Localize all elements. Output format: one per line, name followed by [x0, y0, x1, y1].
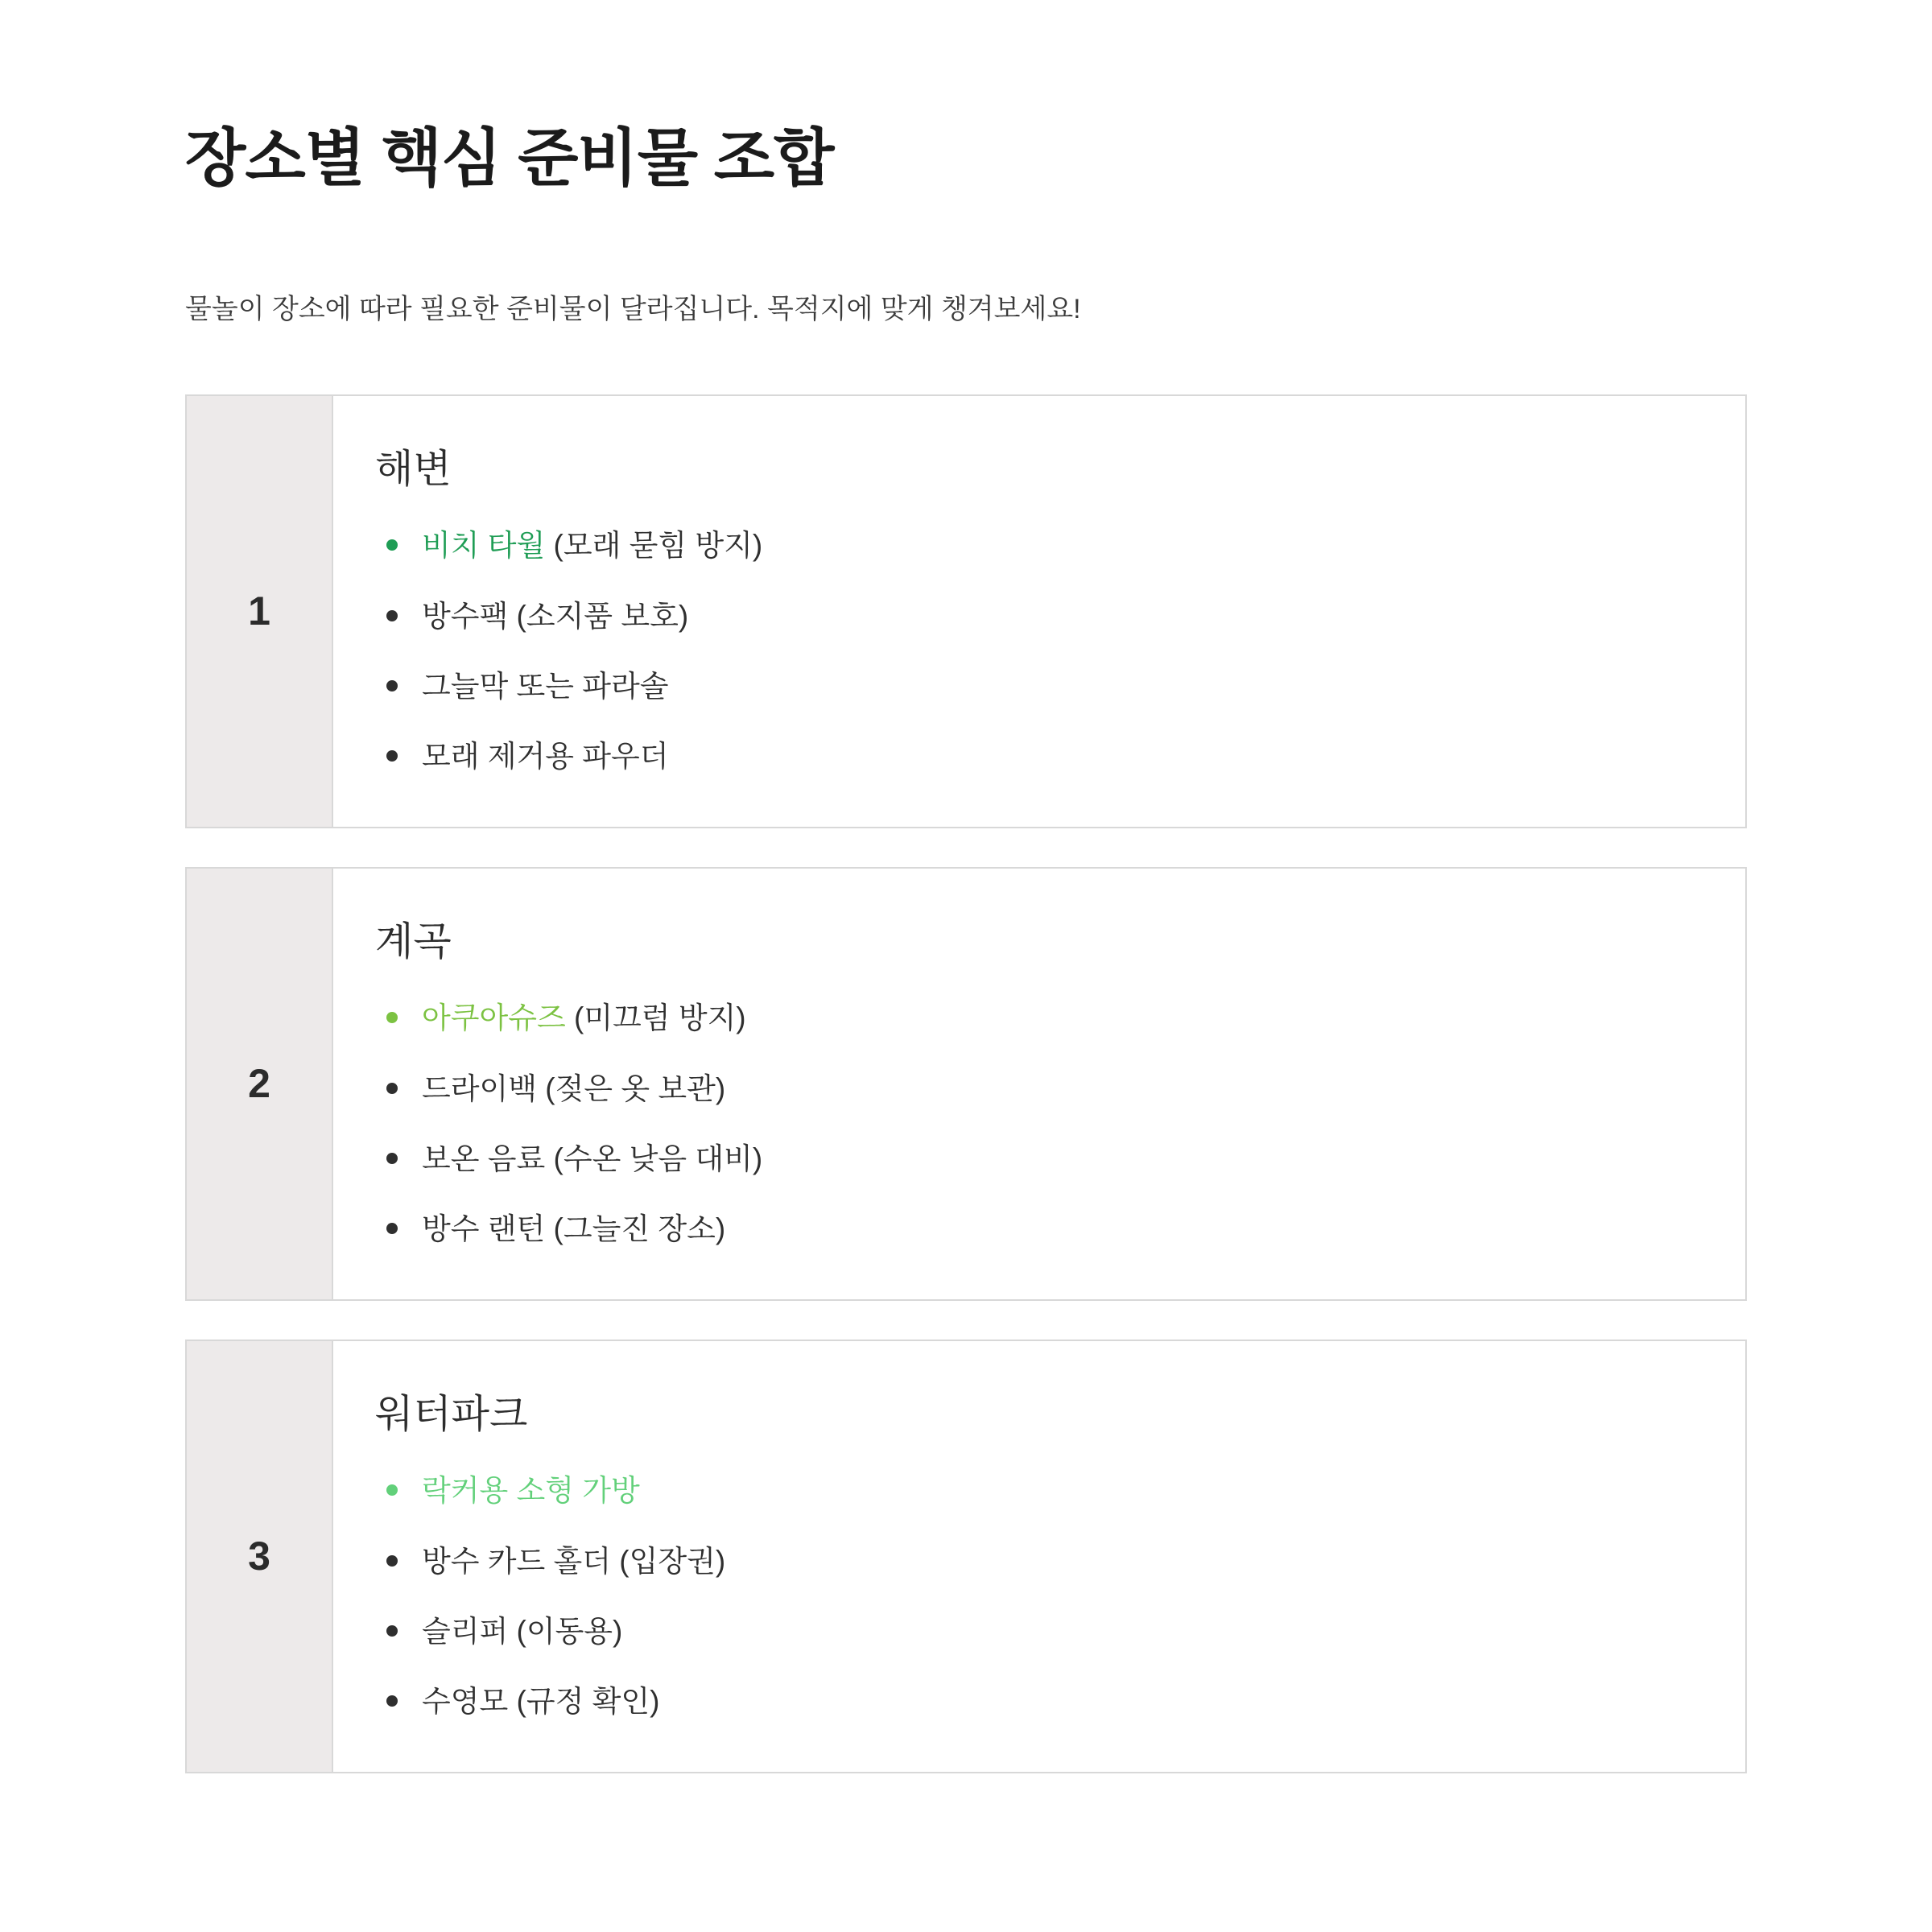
list-item: [375, 522, 1697, 568]
list-item-detail: 방수 카드 홀더 (입장권): [422, 1544, 726, 1578]
list-item: [375, 733, 1697, 779]
list-item-text: [422, 600, 688, 633]
list-item: [375, 1468, 1697, 1513]
location-card: [185, 1340, 1747, 1773]
list-item: [375, 593, 1697, 639]
list-item-text: [422, 1615, 622, 1648]
preparation-item-list: [375, 522, 1697, 779]
list-item: [375, 1608, 1697, 1654]
list-item-detail: (미끄럼 방지): [565, 1001, 746, 1035]
card-index: 1: [187, 396, 333, 827]
list-item-emphasis: 아쿠아슈즈: [422, 1001, 566, 1035]
list-item-text: [422, 740, 669, 773]
list-item-text: [422, 1001, 746, 1034]
bullet-icon: [386, 680, 398, 691]
list-item-text: [422, 1685, 659, 1718]
list-item-emphasis: 락커용 소형 가방: [422, 1474, 640, 1508]
bullet-icon: [386, 1223, 398, 1234]
list-item-text: [422, 1474, 640, 1507]
list-item-text: [422, 1212, 725, 1245]
bullet-icon: [386, 1484, 398, 1496]
card-heading: 계곡: [375, 919, 452, 964]
list-item-detail: 방수 랜턴 (그늘진 장소): [422, 1212, 726, 1246]
list-item-detail: 슬리퍼 (이동용): [422, 1615, 623, 1649]
preparation-item-list: [375, 995, 1697, 1252]
page-subtitle: 물놀이 장소에 따라 필요한 준비물이 달라집니다. 목적지에 맞게 챙겨보세요!: [185, 293, 1081, 324]
location-card-list: [185, 394, 1747, 1773]
list-item-text: [422, 1072, 725, 1105]
bullet-icon: [386, 1012, 398, 1023]
bullet-icon: [386, 1083, 398, 1094]
bullet-icon: [386, 1695, 398, 1707]
card-body: [333, 396, 1745, 827]
bullet-icon: [386, 610, 398, 621]
bullet-icon: [386, 750, 398, 762]
list-item-text: [422, 1545, 725, 1578]
list-item-detail: 방수팩 (소지품 보호): [422, 599, 689, 633]
list-item: [375, 1678, 1697, 1724]
list-item: [375, 1066, 1697, 1112]
page-title: 장소별 핵심 준비물 조합: [185, 122, 834, 193]
bullet-icon: [386, 539, 398, 551]
list-item-emphasis: 비치 타월: [422, 529, 546, 563]
card-index: 3: [187, 1341, 333, 1772]
bullet-icon: [386, 1625, 398, 1637]
list-item-detail: 모래 제거용 파우더: [422, 740, 669, 774]
list-item: [375, 1538, 1697, 1584]
card-index: 2: [187, 869, 333, 1299]
list-item-text: [422, 1142, 762, 1175]
preparation-item-list: [375, 1468, 1697, 1724]
card-body: [333, 1341, 1745, 1772]
bullet-icon: [386, 1153, 398, 1164]
card-heading: 해변: [375, 447, 452, 491]
location-card: [185, 394, 1747, 828]
list-item: [375, 1136, 1697, 1182]
list-item-detail: (모래 묻힘 방지): [545, 529, 763, 563]
list-item-text: [422, 670, 669, 703]
bullet-icon: [386, 1555, 398, 1567]
list-item: [375, 1206, 1697, 1252]
list-item-detail: 보온 음료 (수온 낮음 대비): [422, 1142, 763, 1176]
list-item: [375, 995, 1697, 1041]
location-card: [185, 867, 1747, 1301]
list-item-text: [422, 529, 762, 562]
list-item-detail: 수영모 (규정 확인): [422, 1685, 660, 1719]
card-body: [333, 869, 1745, 1299]
card-heading: 워터파크: [375, 1392, 528, 1436]
list-item-detail: 드라이백 (젖은 옷 보관): [422, 1071, 726, 1105]
list-item: [375, 663, 1697, 709]
list-item-detail: 그늘막 또는 파라솔: [422, 669, 669, 703]
